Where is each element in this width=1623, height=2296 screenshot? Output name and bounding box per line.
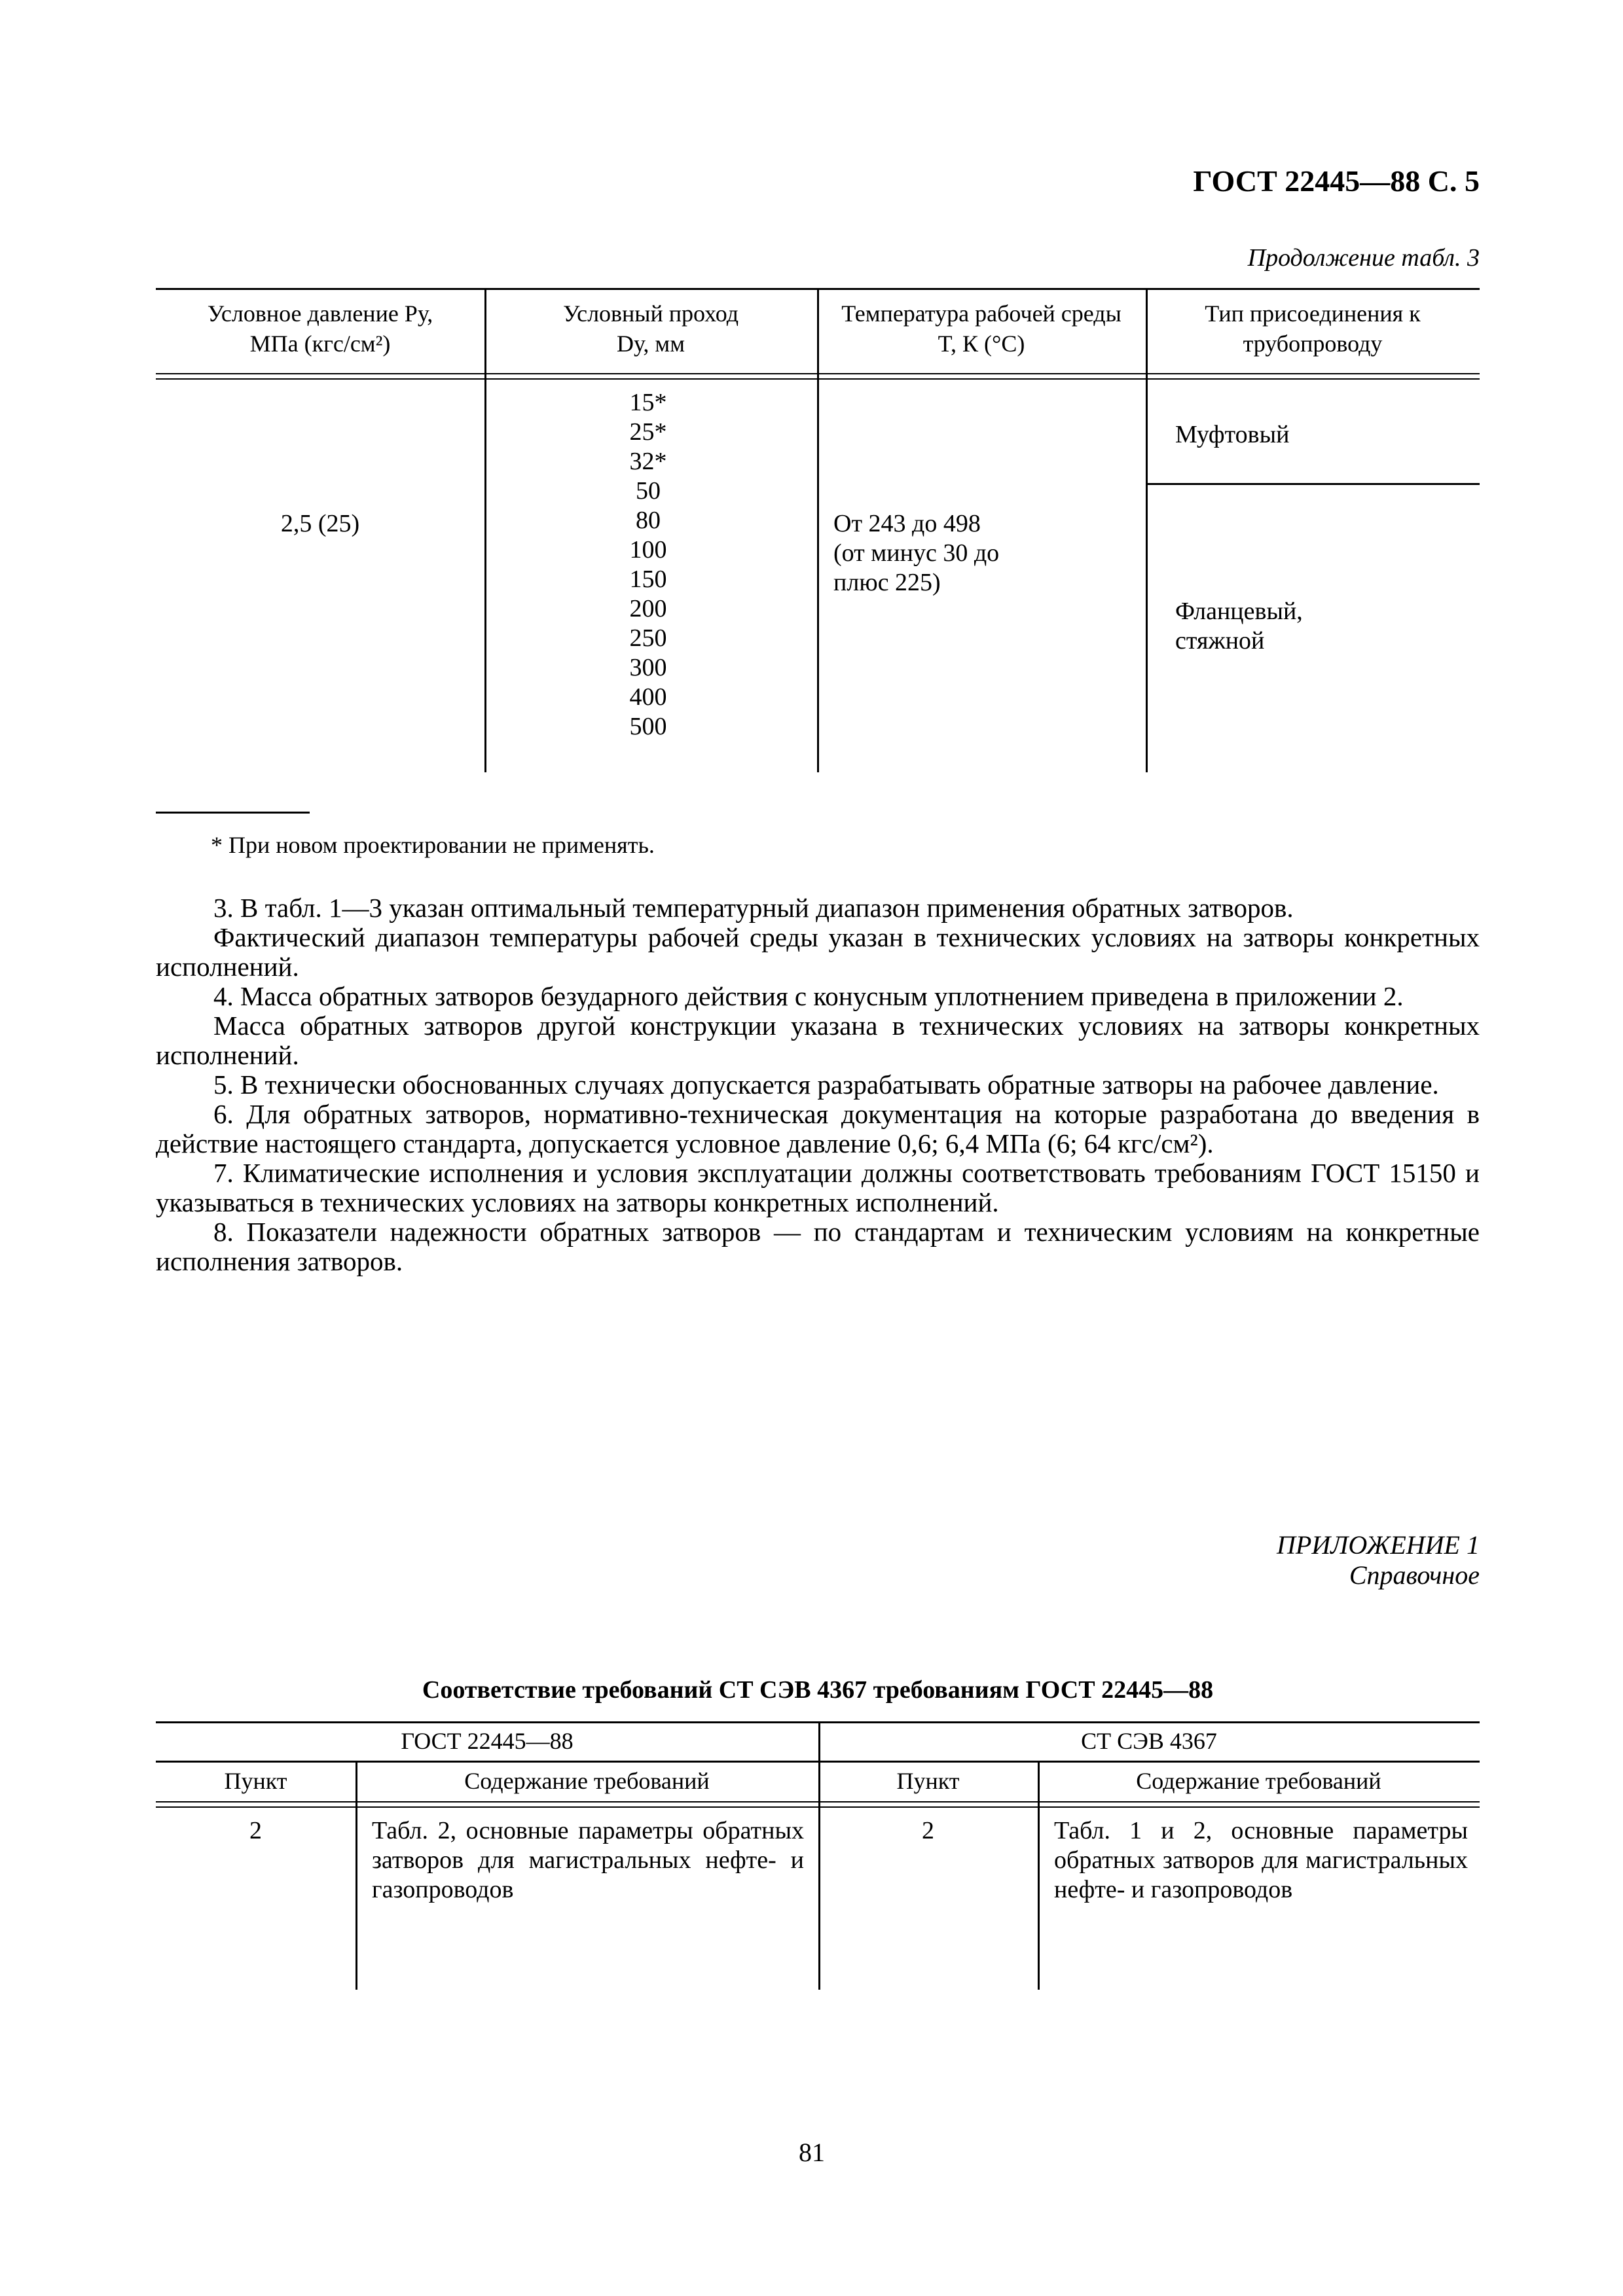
paragraph: 5. В технически обоснованных случаях допускается разрабатывать обратные затворы на рабочее давление. bbox=[213, 1069, 1439, 1100]
diameter-value: 100 bbox=[629, 536, 667, 564]
sev-content-value: Табл. 1 и 2, основные параметры обратных затворов для магистральных нефте- и газопроводов bbox=[1054, 1817, 1468, 1903]
diameter-value: 400 bbox=[629, 683, 667, 711]
group-sev: СТ СЭВ 4367 bbox=[1081, 1728, 1217, 1754]
diameter-value: 32* bbox=[629, 448, 667, 475]
header-diameter: Условный проход Dу, мм bbox=[562, 300, 739, 357]
header-temperature: Температура рабочей среды T, К (°С) bbox=[841, 300, 1122, 357]
correspondence-table bbox=[156, 1721, 1480, 1990]
temperature-range: От 243 до 498 (от минус 30 до плюс 225) bbox=[833, 510, 1000, 596]
body-text bbox=[156, 893, 1480, 1276]
diameter-value: 150 bbox=[629, 565, 667, 593]
diameter-value: 15* bbox=[629, 389, 667, 416]
header-pressure: Условное давление Pу, МПа (кгс/см²) bbox=[207, 300, 433, 357]
col-gost-clause: Пункт bbox=[224, 1768, 287, 1794]
table-caption: Соответствие требований СТ СЭВ 4367 требованиям ГОСТ 22445—88 bbox=[422, 1676, 1214, 1704]
footnote-divider bbox=[156, 812, 310, 814]
footnote: * При новом проектировании не применять. bbox=[211, 832, 655, 858]
connection-flange: Фланцевый, стяжной bbox=[1175, 598, 1303, 655]
gost-content-value: Табл. 2, основные параметры обратных затворов для магистральных нефте- и газопроводов bbox=[372, 1817, 804, 1903]
table-continuation-label: Продолжение табл. 3 bbox=[1247, 244, 1480, 272]
document-header: ГОСТ 22445—88 С. 5 bbox=[1193, 164, 1480, 198]
diameter-value: 300 bbox=[629, 654, 667, 681]
parameters-table bbox=[156, 288, 1480, 772]
paragraph: 8. Показатели надежности обратных затворов — по стандартам и техническим условиям на конкретные исполнения затворов. bbox=[156, 1217, 1480, 1276]
sev-clause-value: 2 bbox=[922, 1817, 934, 1844]
gost-clause-value: 2 bbox=[249, 1817, 262, 1844]
diameter-value: 250 bbox=[629, 624, 667, 652]
connection-coupling: Муфтовый bbox=[1175, 421, 1290, 448]
paragraph: 4. Масса обратных затворов безударного действия с конусным уплотнением приведена в приложении 2. bbox=[213, 981, 1404, 1011]
diameter-value: 80 bbox=[636, 507, 661, 534]
diameter-list bbox=[484, 388, 812, 742]
diameter-value: 25* bbox=[629, 418, 667, 446]
page-number: 81 bbox=[799, 2138, 825, 2167]
appendix-heading: ПРИЛОЖЕНИЕ 1 Справочное bbox=[1277, 1530, 1480, 1590]
paragraph: Масса обратных затворов другой конструкции указана в технических условиях на затворы конкретных исполнений. bbox=[156, 1011, 1480, 1070]
paragraph: 7. Климатические исполнения и условия эксплуатации должны соответствовать требованиям ГОСТ 15150 и указываться в технических условиях на затворы конкретных исполнений. bbox=[156, 1158, 1480, 1217]
col-gost-content: Содержание требований bbox=[464, 1768, 710, 1794]
group-gost: ГОСТ 22445—88 bbox=[401, 1728, 574, 1754]
pressure-value: 2,5 (25) bbox=[280, 510, 360, 537]
paragraph: 6. Для обратных затворов, нормативно-техническая документация на которые разработана до введения в действие настоящего стандарта, допускается условное давление 0,6; 6,4 МПа (6; 64 кгс/см²). bbox=[156, 1099, 1480, 1158]
paragraph: 3. В табл. 1—3 указан оптимальный температурный диапазон применения обратных затворов. bbox=[213, 893, 1294, 923]
diameter-value: 200 bbox=[629, 595, 667, 622]
col-sev-content: Содержание требований bbox=[1136, 1768, 1381, 1794]
diameter-value: 500 bbox=[629, 713, 667, 740]
header-connection: Тип присоединения к трубопроводу bbox=[1205, 300, 1421, 357]
col-sev-clause: Пункт bbox=[896, 1768, 960, 1794]
paragraph: Фактический диапазон температуры рабочей среды указан в технических условиях на затворы конкретных исполнений. bbox=[156, 922, 1480, 982]
diameter-value: 50 bbox=[636, 477, 661, 505]
